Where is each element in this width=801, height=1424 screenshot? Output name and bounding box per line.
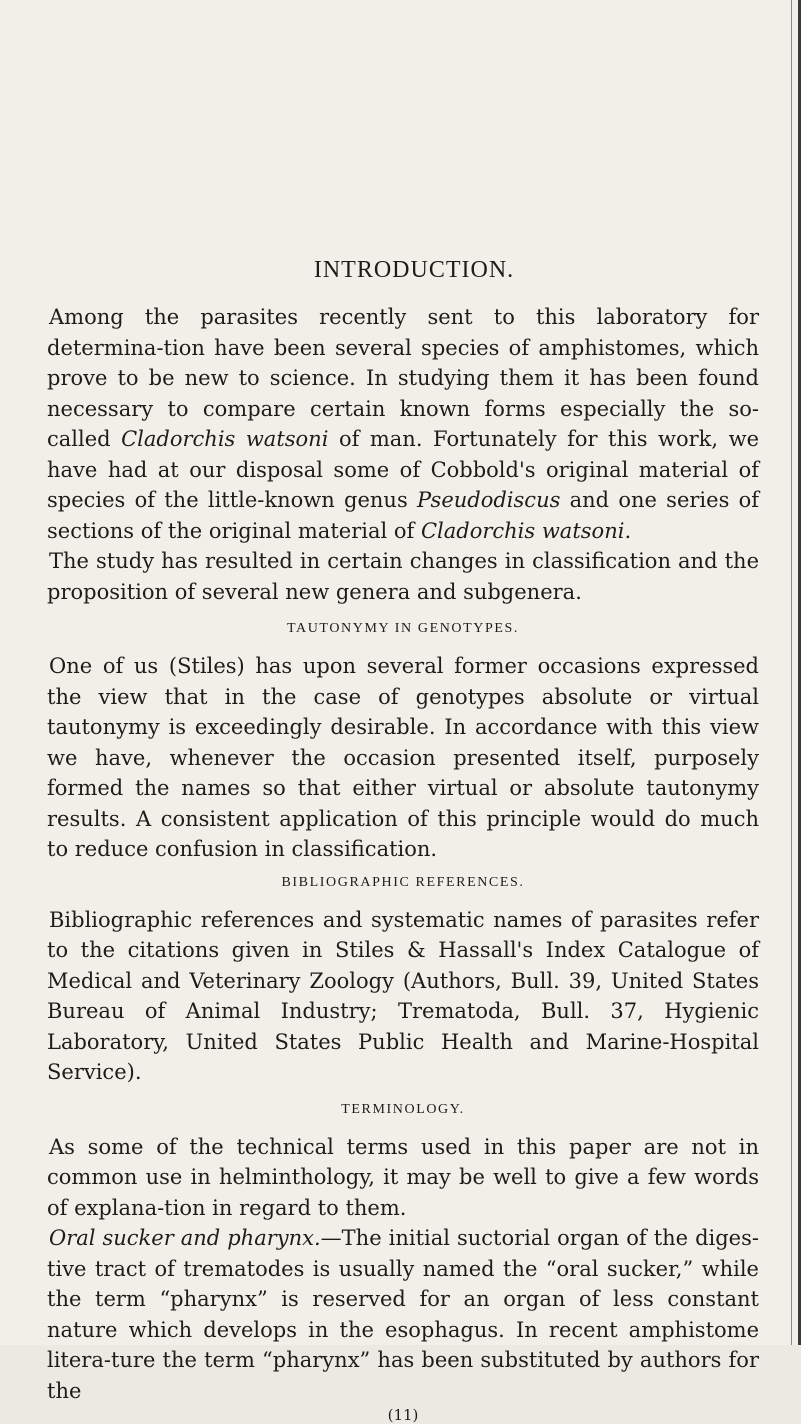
intro-paragraph-1 bbox=[47, 302, 759, 546]
taxon-cladorchis-watsoni-2: Cladorchis watsoni bbox=[420, 518, 625, 543]
section-heading-tautonymy: TAUTONYMY IN GENOTYPES. bbox=[286, 621, 520, 636]
page-content bbox=[47, 258, 759, 1424]
taxon-pseudodiscus: Pseudodiscus bbox=[416, 488, 561, 512]
intro-paragraph-2: The study has resulted in certain changes in classification and the proposition of several new genera and subgenera. bbox=[47, 549, 759, 604]
bibliographic-paragraph: Bibliographic references and systematic names of parasites refer to the citations given in Stiles & Hassall's Index Catalogue of Medical and Veterinary Zoology (Authors, Bull. 39, United States Bureau of Animal Industry; Trematoda, Bull. 37, Hygienic Laboratory, United States Public Health and Marine-Hospital Service). bbox=[47, 907, 759, 1084]
intro-text-2: of man. Fortunately for this work, we have had at our disposal some of Cobbold's original material of species of the little-known genus bbox=[47, 427, 760, 512]
intro-text-3: and one series of sections of the original material of bbox=[47, 488, 759, 543]
intro-text-4: . bbox=[624, 518, 632, 543]
section-heading-bibliographic: BIBLIOGRAPHIC REFERENCES. bbox=[281, 874, 525, 890]
tautonymy-paragraph: One of us (Stiles) has upon several former occasions expressed the view that in the case of genotypes absolute or virtual tautonymy is exceedingly desirable. In accordance with this view we have, whenever the occasion presented itself, purposely formed the names so that either virtual or absolute tautonymy results. A consistent application of this principle would do much to reduce confusion in classification. bbox=[47, 654, 759, 861]
oral-sucker-paragraph bbox=[47, 1223, 759, 1406]
page-number: (11) bbox=[387, 1406, 419, 1424]
page-title: INTRODUCTION. bbox=[313, 257, 515, 283]
term-text: —The initial suctorial organ of the diges-tive tract of trematodes is usually named the “oral sucker,” while the term “pharynx” is reserved for an organ of less constant nature which develops in the esophagus. In recent amphistome litera-ture the term “pharynx” has been substituted by authors for the bbox=[47, 1226, 759, 1403]
terminology-paragraph: As some of the technical terms used in this paper are not in common use in helminthology, it may be well to give a few words of explana-tion in regard to them. bbox=[47, 1134, 759, 1220]
taxon-cladorchis-watsoni: Cladorchis watsoni bbox=[121, 427, 329, 451]
term-label: Oral sucker and pharynx. bbox=[49, 1226, 321, 1250]
section-heading-terminology: TERMINOLOGY. bbox=[341, 1101, 465, 1117]
page-edge bbox=[791, 0, 792, 1345]
intro-text-1: Among the parasites recently sent to this laboratory for determina-tion have been several species of amphistomes, which prove to be new to science. In studying them it has been found necessary to compare certain known forms especially the so-called bbox=[47, 305, 759, 451]
